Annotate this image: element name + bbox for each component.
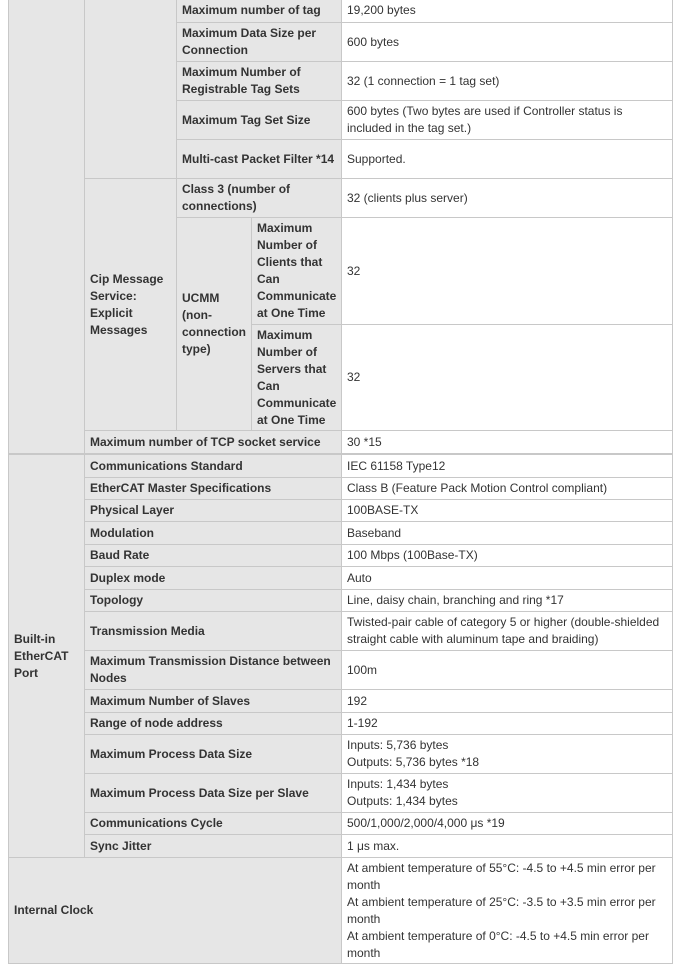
- row-value: 1-192: [342, 713, 673, 735]
- row-value: 32 (1 connection = 1 tag set): [342, 62, 673, 101]
- row-label: Modulation: [85, 522, 342, 545]
- row-label: Range of node address: [85, 713, 342, 735]
- row-value: 600 bytes (Two bytes are used if Controller status is included in the tag set.): [342, 101, 673, 140]
- row-value: 100m: [342, 651, 673, 690]
- table-row: [9, 500, 673, 522]
- row-label: Communications Standard: [85, 455, 342, 478]
- row-label: EtherCAT Master Specifications: [85, 478, 342, 500]
- value-line: Outputs: 5,736 bytes *18: [347, 755, 480, 769]
- row-label: Communications Cycle: [85, 813, 342, 835]
- row-value: 1 μs max.: [342, 835, 673, 858]
- value-line: At ambient temperature of 0°C: -4.5 to +4.5 min error per month: [347, 928, 649, 960]
- value-line: Inputs: 5,736 bytes: [347, 738, 449, 752]
- row-label: Maximum Number of Clients that Can Communicate at One Time: [252, 218, 342, 325]
- row-value: [342, 774, 673, 813]
- row-label: Topology: [85, 590, 342, 612]
- row-value: Baseband: [342, 522, 673, 545]
- row-value: [342, 735, 673, 774]
- row-value: 32 (clients plus server): [342, 179, 673, 218]
- row-label: Sync Jitter: [85, 835, 342, 858]
- row-label: Maximum Number of Slaves: [85, 690, 342, 713]
- table-row: [9, 690, 673, 713]
- row-value: 19,200 bytes: [342, 0, 673, 23]
- row-label: Physical Layer: [85, 500, 342, 522]
- row-label: Duplex mode: [85, 567, 342, 590]
- table-row: [9, 567, 673, 590]
- row-value: Supported.: [342, 140, 673, 179]
- value-line: At ambient temperature of 25°C: -3.5 to +3.5 min error per month: [347, 894, 656, 926]
- row-value: 32: [342, 218, 673, 325]
- row-label: Maximum Process Data Size: [85, 735, 342, 774]
- table-row: [9, 0, 673, 23]
- row-value: Class B (Feature Pack Motion Control compliant): [342, 478, 673, 500]
- spec-table: [8, 0, 673, 454]
- table-row: [9, 813, 673, 835]
- row-label: Maximum Number of Servers that Can Communicate at One Time: [252, 325, 342, 431]
- table-row: [9, 545, 673, 567]
- row-value: IEC 61158 Type12: [342, 455, 673, 478]
- table-row: [9, 858, 673, 964]
- row-value: Twisted-pair cable of category 5 or higher (double-shielded straight cable with aluminum tape and braiding): [342, 612, 673, 651]
- row-value: [342, 858, 673, 964]
- row-label: Baud Rate: [85, 545, 342, 567]
- row-value: 32: [342, 325, 673, 431]
- table-row: [9, 651, 673, 690]
- row-label: Class 3 (number of connections): [177, 179, 342, 218]
- table-row: [9, 713, 673, 735]
- ethercat-label: Built-in EtherCAT Port: [9, 455, 85, 858]
- table-row: [9, 590, 673, 612]
- row-value: 192: [342, 690, 673, 713]
- row-value: 100 Mbps (100Base-TX): [342, 545, 673, 567]
- table-row: [9, 522, 673, 545]
- row-value: 600 bytes: [342, 23, 673, 62]
- row-label: Maximum Data Size per Connection: [177, 23, 342, 62]
- table-row: [9, 774, 673, 813]
- row-label: Maximum Tag Set Size: [177, 101, 342, 140]
- table-row: [9, 735, 673, 774]
- row-label: Maximum Process Data Size per Slave: [85, 774, 342, 813]
- row-value: Auto: [342, 567, 673, 590]
- spec-table-ethercat: [8, 454, 673, 964]
- row-label: Multi-cast Packet Filter *14: [177, 140, 342, 179]
- row-value: 30 *15: [342, 431, 673, 454]
- table-row: [9, 612, 673, 651]
- subsection-label-blank: [85, 0, 177, 179]
- value-line: At ambient temperature of 55°C: -4.5 to +4.5 min error per month: [347, 860, 656, 892]
- row-label: Maximum Transmission Distance between Nodes: [85, 651, 342, 690]
- row-value: 500/1,000/2,000/4,000 μs *19: [342, 813, 673, 835]
- ucmm-label: UCMM (non-connection type): [177, 218, 252, 431]
- row-label: Transmission Media: [85, 612, 342, 651]
- row-value: 100BASE-TX: [342, 500, 673, 522]
- table-row: [9, 455, 673, 478]
- table-row: [9, 179, 673, 218]
- table-row: [9, 835, 673, 858]
- value-line: Inputs: 1,434 bytes: [347, 777, 449, 791]
- row-value: Line, daisy chain, branching and ring *17: [342, 590, 673, 612]
- table-row: [9, 478, 673, 500]
- page-right-gutter: [679, 0, 689, 974]
- internal-clock-label: Internal Clock: [9, 858, 342, 964]
- section-label-blank: [9, 0, 85, 454]
- row-label: Maximum number of TCP socket service: [85, 431, 342, 454]
- table-row: [9, 431, 673, 454]
- row-label: Maximum number of tag: [177, 0, 342, 23]
- row-label: Maximum Number of Registrable Tag Sets: [177, 62, 342, 101]
- cip-message-label: Cip Message Service: Explicit Messages: [85, 179, 177, 431]
- value-line: Outputs: 1,434 bytes: [347, 794, 458, 808]
